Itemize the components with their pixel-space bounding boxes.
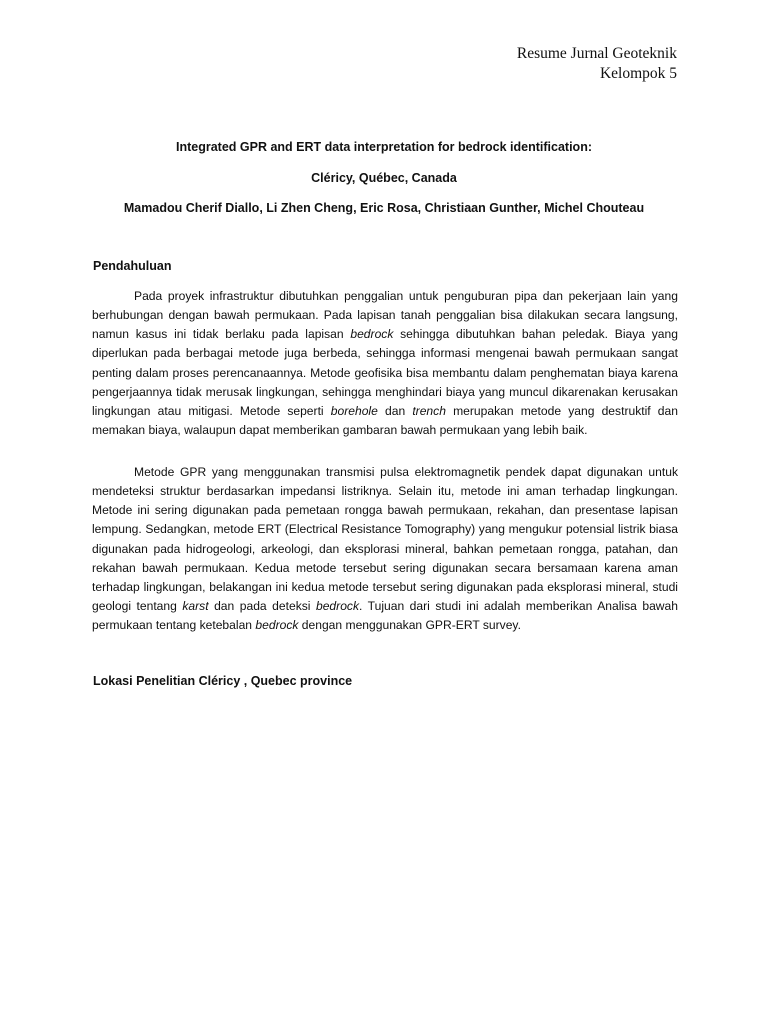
section-heading-pendahuluan: Pendahuluan: [93, 259, 172, 273]
p2-text-g: dengan menggunakan GPR-ERT survey.: [298, 618, 521, 633]
p2-text-c: dan pada deteksi: [208, 599, 316, 614]
header-course-title: Resume Jurnal Geoteknik: [516, 45, 677, 62]
paper-authors: Mamadou Cherif Diallo, Li Zhen Cheng, Eric Rosa, Christiaan Gunther, Michel Chouteau: [123, 201, 645, 215]
p1-italic-bedrock: bedrock: [350, 327, 394, 342]
p1-italic-borehole: borehole: [330, 403, 378, 418]
header-group-label: Kelompok 5: [599, 65, 677, 82]
section-heading-lokasi: Lokasi Penelitian Cléricy , Quebec province: [93, 674, 353, 688]
p1-text-e: dan: [377, 403, 413, 418]
paper-location-subtitle: Cléricy, Québec, Canada: [311, 171, 457, 185]
intro-paragraph-2: [92, 463, 678, 635]
p2-italic-bedrock-1: bedrock: [315, 599, 360, 614]
page-header: [517, 44, 677, 84]
paper-title: Integrated GPR and ERT data interpretation for bedrock identification:: [175, 140, 592, 154]
p1-text-a: Pada proyek infrastruktur dibutuhkan penggalian untuk penguburan pipa dan pekerjaan lain yang berhubungan dengan bawah permukaan. Pada lapisan tanah penggalian bisa dilakukan secara langsung, namun kasus ini tidak berlaku pada lapisan: [92, 289, 678, 342]
intro-paragraph-1: [92, 287, 678, 440]
p1-text-c: sehingga dibutuhkan bahan peledak. Biaya yang diperlukan pada berbagai metode juga berbeda, sehingga informasi mengenai bawah permukaan sangat penting dalam proses perencanaannya. Metode geofisika bisa membantu dalam penghematan biaya karena pengerjaannya tidak merusak lingkungan, sehingga menghindari biaya yang muncul dikarenakan kerusakan lingkungan atau mitigasi. Metode seperti: [92, 327, 678, 418]
p2-text-a: Metode GPR yang menggunakan transmisi pulsa elektromagnetik pendek dapat digunakan untuk mendeteksi struktur berdasarkan impedansi listriknya. Selain itu, metode ini aman terhadap lingkungan. Metode ini sering digunakan pada pemetaan rongga bawah permukaan, rekahan, dan presentase lapisan lempung. Sedangkan, metode ERT (Electrical Resistance Tomography) yang mengukur potensial listrik biasa digunakan pada hidrogeologi, arkeologi, dan eksplorasi mineral, bahkan pemetaan rongga, patahan, dan rekahan bawah permukaan. Kedua metode tersebut sering digunakan secara bersamaan karena aman terhadap lingkungan, belakangan ini kedua metode tersebut sering digunakan pada eksplorasi mineral, studi geologi tentang: [92, 465, 678, 614]
p2-text-e: . Tujuan dari studi ini adalah memberikan Analisa bawah permukaan tentang ketebalan: [92, 599, 678, 633]
p2-italic-bedrock-2: bedrock: [255, 618, 299, 633]
p2-italic-karst: karst: [182, 599, 209, 614]
p1-text-g: merupakan metode yang destruktif dan memakan biaya, walaupun dapat memberikan gambaran bawah permukaan yang lebih baik.: [92, 403, 678, 438]
p1-italic-trench: trench: [412, 403, 446, 418]
